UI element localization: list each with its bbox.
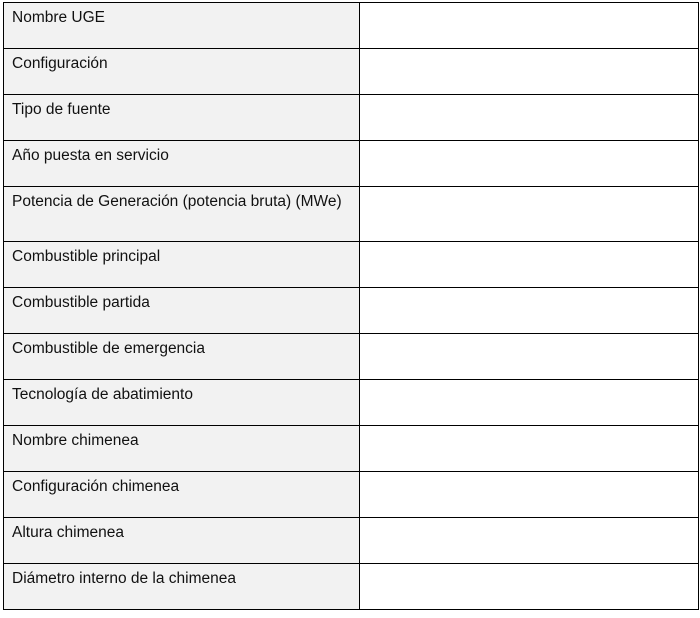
field-label: Altura chimenea (12, 524, 125, 541)
value-cell-potencia-generacion[interactable] (360, 187, 699, 242)
table-row-tecnologia-abatimiento (4, 380, 699, 426)
field-label: Configuración (12, 55, 108, 72)
table-row-combustible-emergencia (4, 334, 699, 380)
label-cell (4, 141, 360, 187)
value-cell-configuracion-chimenea[interactable] (360, 472, 699, 518)
label-cell (4, 334, 360, 380)
value-cell-nombre-chimenea[interactable] (360, 426, 699, 472)
value-cell-tipo-fuente[interactable] (360, 95, 699, 141)
field-label: Nombre chimenea (12, 432, 139, 449)
field-label: Combustible de emergencia (12, 340, 205, 357)
value-cell-configuracion[interactable] (360, 49, 699, 95)
value-cell-combustible-principal[interactable] (360, 242, 699, 288)
label-cell (4, 242, 360, 288)
table-row-combustible-partida (4, 288, 699, 334)
value-cell-combustible-partida[interactable] (360, 288, 699, 334)
field-label: Año puesta en servicio (12, 147, 169, 164)
value-cell-ano-puesta-servicio[interactable] (360, 141, 699, 187)
field-label: Potencia de Generación (potencia bruta) (MWe) (12, 193, 342, 210)
label-cell (4, 380, 360, 426)
label-cell (4, 187, 360, 242)
label-cell (4, 472, 360, 518)
label-cell (4, 3, 360, 49)
uge-data-table (3, 2, 699, 610)
label-cell (4, 564, 360, 610)
label-cell (4, 288, 360, 334)
table-row-nombre-chimenea (4, 426, 699, 472)
table-row-configuracion (4, 49, 699, 95)
table-row-ano-puesta-servicio (4, 141, 699, 187)
field-label: Tipo de fuente (12, 101, 111, 118)
label-cell (4, 426, 360, 472)
table-row-diametro-chimenea (4, 564, 699, 610)
value-cell-diametro-chimenea[interactable] (360, 564, 699, 610)
table-row-tipo-fuente (4, 95, 699, 141)
value-cell-altura-chimenea[interactable] (360, 518, 699, 564)
table-row-configuracion-chimenea (4, 472, 699, 518)
table-row-combustible-principal (4, 242, 699, 288)
field-label: Configuración chimenea (12, 478, 180, 495)
value-cell-tecnologia-abatimiento[interactable] (360, 380, 699, 426)
value-cell-combustible-emergencia[interactable] (360, 334, 699, 380)
label-cell (4, 518, 360, 564)
field-label: Diámetro interno de la chimenea (12, 570, 237, 587)
value-cell-nombre-uge[interactable] (360, 3, 699, 49)
table-row-nombre-uge (4, 3, 699, 49)
label-cell (4, 95, 360, 141)
field-label: Combustible principal (12, 248, 161, 265)
field-label: Tecnología de abatimiento (12, 386, 193, 403)
label-cell (4, 49, 360, 95)
table-row-altura-chimenea (4, 518, 699, 564)
table-row-potencia-generacion (4, 187, 699, 242)
field-label: Combustible partida (12, 294, 150, 311)
field-label: Nombre UGE (12, 9, 106, 26)
